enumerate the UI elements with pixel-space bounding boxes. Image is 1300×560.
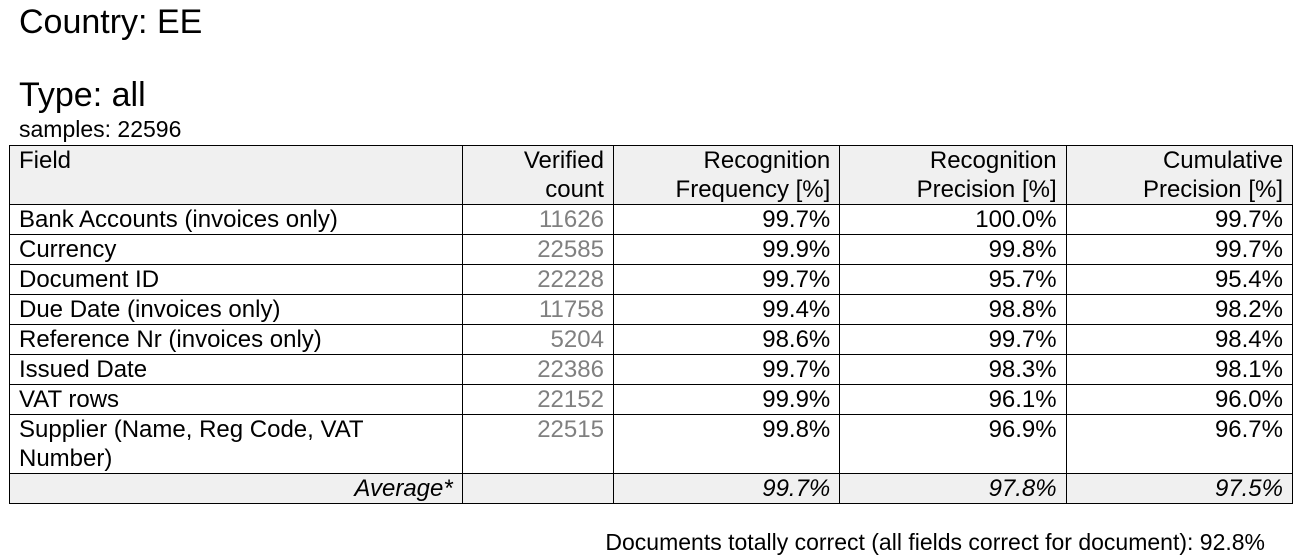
cell-field: Currency <box>10 235 463 265</box>
cell-recognition-precision: 95.7% <box>840 265 1066 295</box>
header-recognition-frequency: Recognition Frequency [%] <box>613 146 839 205</box>
cell-average-cumulative: 97.5% <box>1066 474 1292 504</box>
table-row <box>10 415 1293 474</box>
cell-verified-count: 22515 <box>462 415 613 474</box>
cell-recognition-frequency: 99.7% <box>613 355 839 385</box>
header-verified-count: Verified count <box>462 146 613 205</box>
documents-totally-correct: Documents totally correct (all fields correct for document): 92.8% <box>605 529 1265 555</box>
cell-field: VAT rows <box>10 385 463 415</box>
type-heading: Type: all <box>19 76 146 114</box>
cell-field: Bank Accounts (invoices only) <box>10 205 463 235</box>
cell-recognition-frequency: 99.7% <box>613 265 839 295</box>
cell-average-frequency: 99.7% <box>613 474 839 504</box>
country-heading: Country: EE <box>19 3 203 41</box>
cell-average-precision: 97.8% <box>840 474 1066 504</box>
cell-verified-count: 22152 <box>462 385 613 415</box>
table-row <box>10 265 1293 295</box>
cell-field: Supplier (Name, Reg Code, VAT Number) <box>10 415 463 474</box>
cell-recognition-frequency: 98.6% <box>613 325 839 355</box>
header-cumulative-precision: Cumulative Precision [%] <box>1066 146 1292 205</box>
cell-field: Document ID <box>10 265 463 295</box>
cell-recognition-precision: 96.1% <box>840 385 1066 415</box>
cell-cumulative-precision: 99.7% <box>1066 205 1292 235</box>
cell-recognition-frequency: 99.9% <box>613 235 839 265</box>
table-row <box>10 355 1293 385</box>
cell-recognition-frequency: 99.8% <box>613 415 839 474</box>
cell-verified-count: 22386 <box>462 355 613 385</box>
cell-average-verified <box>462 474 613 504</box>
table-row <box>10 325 1293 355</box>
cell-recognition-precision: 100.0% <box>840 205 1066 235</box>
cell-verified-count: 5204 <box>462 325 613 355</box>
samples-count: samples: 22596 <box>19 116 182 142</box>
cell-verified-count: 11758 <box>462 295 613 325</box>
cell-cumulative-precision: 98.4% <box>1066 325 1292 355</box>
header-recognition-precision: Recognition Precision [%] <box>840 146 1066 205</box>
cell-cumulative-precision: 96.0% <box>1066 385 1292 415</box>
cell-recognition-precision: 98.3% <box>840 355 1066 385</box>
table-header-row <box>10 146 1293 205</box>
cell-recognition-frequency: 99.4% <box>613 295 839 325</box>
cell-verified-count: 11626 <box>462 205 613 235</box>
cell-recognition-precision: 96.9% <box>840 415 1066 474</box>
cell-field: Reference Nr (invoices only) <box>10 325 463 355</box>
cell-cumulative-precision: 98.1% <box>1066 355 1292 385</box>
cell-field: Issued Date <box>10 355 463 385</box>
table-row <box>10 295 1293 325</box>
cell-cumulative-precision: 95.4% <box>1066 265 1292 295</box>
table-row <box>10 385 1293 415</box>
cell-cumulative-precision: 96.7% <box>1066 415 1292 474</box>
cell-average-label: Average* <box>10 474 463 504</box>
cell-recognition-frequency: 99.9% <box>613 385 839 415</box>
table-row <box>10 235 1293 265</box>
cell-field: Due Date (invoices only) <box>10 295 463 325</box>
cell-cumulative-precision: 98.2% <box>1066 295 1292 325</box>
average-row <box>10 474 1293 504</box>
cell-cumulative-precision: 99.7% <box>1066 235 1292 265</box>
cell-recognition-precision: 99.8% <box>840 235 1066 265</box>
statistics-table <box>9 145 1293 504</box>
cell-verified-count: 22228 <box>462 265 613 295</box>
header-field: Field <box>10 146 463 205</box>
cell-recognition-precision: 98.8% <box>840 295 1066 325</box>
cell-verified-count: 22585 <box>462 235 613 265</box>
cell-recognition-precision: 99.7% <box>840 325 1066 355</box>
table-row <box>10 205 1293 235</box>
cell-recognition-frequency: 99.7% <box>613 205 839 235</box>
